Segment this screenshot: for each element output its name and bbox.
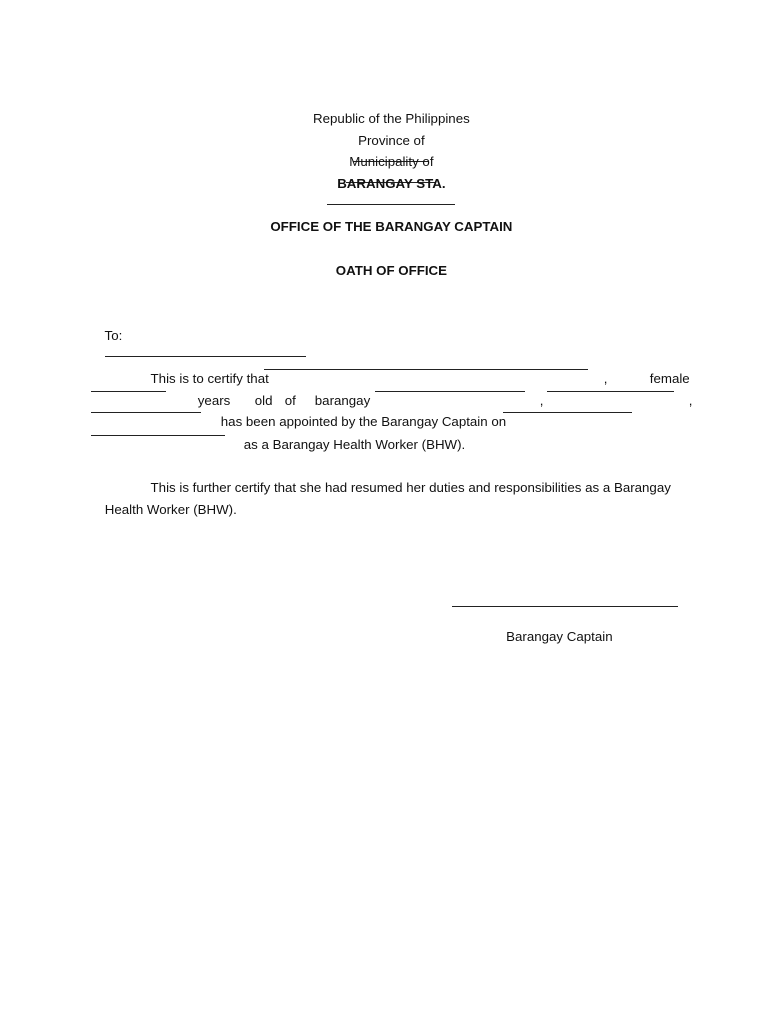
appointed-text: has been appointed by the Barangay Captain on	[220, 414, 507, 429]
municipality-line: Municipality of	[0, 138, 768, 203]
year-blank[interactable]	[91, 423, 225, 436]
further-certify-line1: This is further certify that she had resumed her duties and responsibilities as a Barangay	[150, 480, 671, 495]
municipality-name-blank[interactable]	[91, 400, 201, 413]
female-word: female	[649, 371, 690, 386]
date-blank[interactable]	[503, 400, 632, 413]
further-certify-line2: Health Worker (BHW).	[104, 502, 237, 517]
age-blank[interactable]	[91, 379, 166, 392]
barangay-line: BARANGAY STA.	[0, 160, 768, 225]
certify-text: This is to certify that	[150, 371, 269, 386]
name-blank[interactable]	[264, 357, 588, 370]
comma-2: ,	[539, 393, 544, 408]
years-word: years	[197, 393, 231, 408]
office-title: OFFICE OF THE BARANGAY CAPTAIN	[270, 219, 513, 234]
comma-1: ,	[603, 371, 608, 386]
province-line: Province of	[0, 117, 768, 182]
document-title: OATH OF OFFICE	[335, 263, 448, 278]
as-bhw-text: as a Barangay Health Worker (BHW).	[243, 437, 466, 452]
signature-line[interactable]	[452, 606, 678, 607]
signature-title: Barangay Captain	[506, 629, 613, 644]
republic-heading: Republic of the Philippines	[313, 111, 470, 126]
barangay-name-blank[interactable]	[375, 379, 525, 392]
to-line: To:	[90, 312, 306, 377]
barangay-word: barangay	[314, 393, 371, 408]
old-word: old	[254, 393, 273, 408]
comma-3: ,	[688, 393, 693, 408]
address-blank[interactable]	[547, 379, 674, 392]
of-word: of	[284, 393, 296, 408]
